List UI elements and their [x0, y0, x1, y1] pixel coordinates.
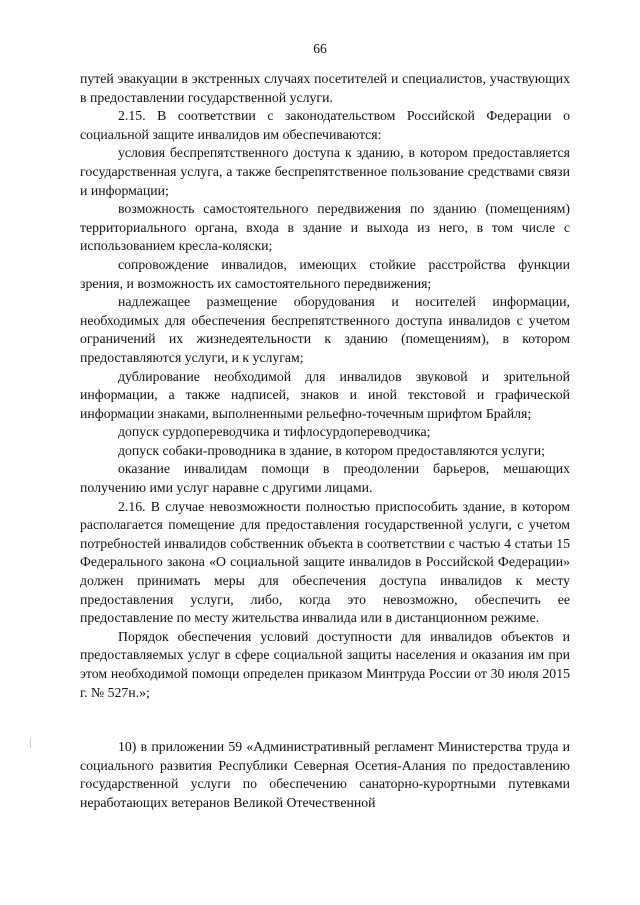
list-item-equipment-placement: надлежащее размещение оборудования и носителей информации, необходимых для обеспечения беспрепятственного доступа инвалидов с учетом ограничений их жизнедеятельности к зданию (помещениям), в котором предоставляются услуги, и к услугам;	[80, 294, 570, 365]
list-item-movement: возможность самостоятельного передвижения по зданию (помещениям) территориального органа, входа в здание и выхода из него, в том числе с использованием кресла-коляски;	[80, 201, 570, 254]
list-item-accompaniment: сопровождение инвалидов, имеющих стойкие расстройства функции зрения, и возможность их самостоятельного передвижения;	[80, 256, 570, 291]
paragraph-item-10: 10) в приложении 59 «Административный регламент Министерства труда и социального развития Республики Северная Осетия-Алания по предоставлению государственной услуги по обеспечению санаторно-курортными путевками неработающих ветеранов Великой Отечественной	[80, 739, 570, 810]
paragraph-2-15: 2.15. В соответствии с законодательством Российской Федерации о социальной защите инвалидов им обеспечиваются:	[80, 108, 570, 142]
document-body	[80, 70, 570, 813]
list-item-access-conditions: условия беспрепятственного доступа к зданию, в котором предоставляется государственная услуга, а также беспрепятственное пользование средствами связи и информации;	[80, 145, 570, 198]
paragraph-procedure: Порядок обеспечения условий доступности для инвалидов объектов и предоставляемых услуг в сфере социальной защиты населения и оказания им при этом необходимой помощи определен приказом Минтруда России от 30 июля 2015 г. № 527н.»;	[80, 628, 570, 700]
page-number: 66	[313, 41, 327, 56]
paragraph-evacuation-continuation: путей эвакуации в экстренных случаях посетителей и специалистов, участвующих в предоставлении государственной услуги.	[80, 71, 570, 105]
list-item-duplication: дублирование необходимой для инвалидов звуковой и зрительной информации, а также надписей, знаков и иной текстовой и графической информации знаками, выполненными рельефно-точечным шрифтом Брайля;	[80, 368, 570, 421]
list-item-assistance: оказание инвалидам помощи в преодолении барьеров, мешающих получению ими услуг наравне с другими лицами.	[80, 461, 570, 496]
list-item-interpreter: допуск сурдопереводчика и тифлосурдопереводчика;	[118, 424, 431, 440]
scan-edge-mark	[30, 738, 31, 748]
list-item-guide-dog: допуск собаки-проводника в здание, в котором предоставляются услуги;	[118, 442, 545, 458]
paragraph-2-16: 2.16. В случае невозможности полностью приспособить здание, в котором располагается помещение для предоставления государственной услуги, с учетом потребностей инвалидов собственник объекта в соответствии с частью 4 статьи 15 Федерального закона «О социальной защите инвалидов в Российской Федерации» должен принимать меры для обеспечения доступа инвалидов к месту предоставления услуги, либо, когда это невозможно, обеспечить ее предоставление по месту жительства инвалида или в дистанционном режиме.	[80, 498, 570, 626]
section-gap	[80, 702, 570, 738]
